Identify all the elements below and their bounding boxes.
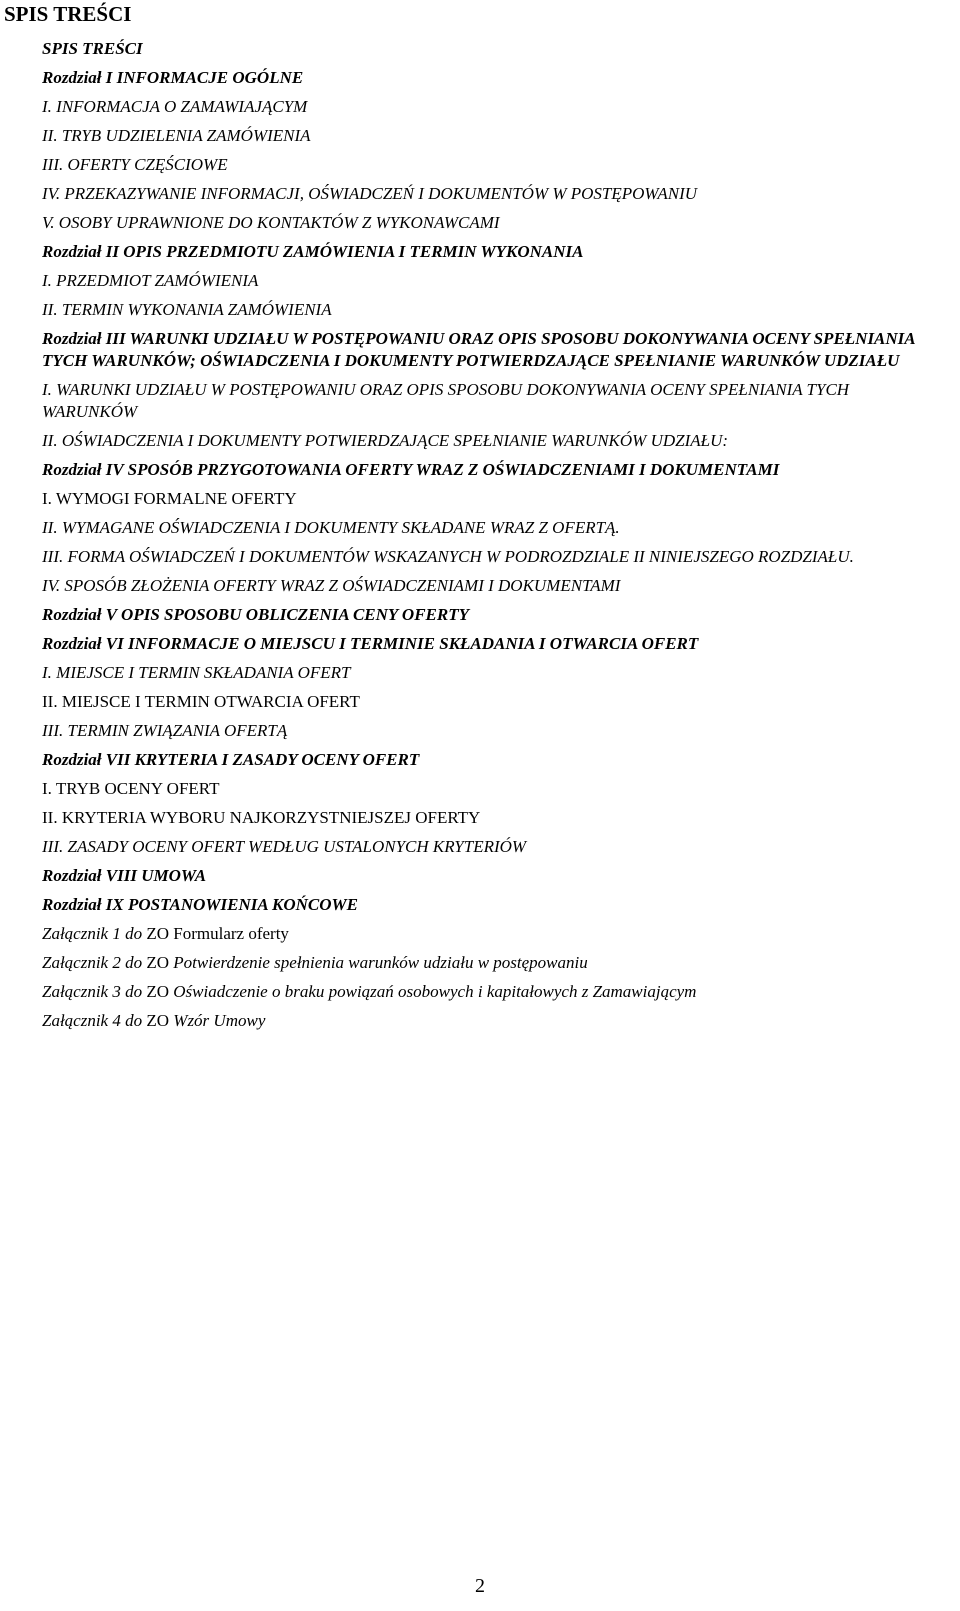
toc-chapter-7[interactable]: Rozdział VII KRYTERIA I ZASADY OCENY OFERT — [42, 750, 420, 769]
annex-title: Wzór Umowy — [169, 1011, 266, 1030]
toc-item[interactable]: I. INFORMACJA O ZAMAWIAJĄCYM — [42, 97, 308, 116]
toc-item[interactable]: I. WYMOGI FORMALNE OFERTY — [42, 489, 297, 508]
toc-item[interactable]: II. MIEJSCE I TERMIN OTWARCIA OFERT — [42, 692, 360, 711]
toc-annex-3[interactable] — [42, 981, 942, 1003]
annex-title: Oświadczenie o braku powiązań osobowych i kapitałowych z Zamawiającym — [169, 982, 697, 1001]
toc-item[interactable]: III. TERMIN ZWIĄZANIA OFERTĄ — [42, 721, 288, 740]
toc-title[interactable]: SPIS TREŚCI — [42, 39, 143, 58]
toc-item[interactable]: II. TRYB UDZIELENIA ZAMÓWIENIA — [42, 126, 311, 145]
toc-chapter-6[interactable]: Rozdział VI INFORMACJE O MIEJSCU I TERMINIE SKŁADANIA I OTWARCIA OFERT — [42, 634, 699, 653]
toc-chapter-1[interactable]: Rozdział I INFORMACJE OGÓLNE — [42, 68, 304, 87]
toc-chapter-2[interactable]: Rozdział II OPIS PRZEDMIOTU ZAMÓWIENIA I TERMIN WYKONANIA — [42, 242, 584, 261]
document-heading: SPIS TREŚCI — [4, 2, 132, 26]
toc-item[interactable]: II. WYMAGANE OŚWIADCZENIA I DOKUMENTY SKŁADANE WRAZ Z OFERTĄ. — [42, 518, 620, 537]
annex-code: ZO — [146, 953, 170, 972]
toc-annex-4[interactable] — [42, 1010, 942, 1032]
toc-item[interactable]: IV. PRZEKAZYWANIE INFORMACJI, OŚWIADCZEŃ I DOKUMENTÓW W POSTĘPOWANIU — [42, 184, 698, 203]
toc-item[interactable]: IV. SPOSÓB ZŁOŻENIA OFERTY WRAZ Z OŚWIADCZENIAMI I DOKUMENTAMI — [42, 576, 621, 595]
page-number: 2 — [475, 1575, 485, 1597]
toc-item[interactable]: V. OSOBY UPRAWNIONE DO KONTAKTÓW Z WYKONAWCAMI — [42, 213, 500, 232]
toc-chapter-4[interactable]: Rozdział IV SPOSÓB PRZYGOTOWANIA OFERTY WRAZ Z OŚWIADCZENIAMI I DOKUMENTAMI — [42, 460, 780, 479]
annex-label: Załącznik 4 do — [42, 1011, 147, 1030]
annex-label: Załącznik 3 do — [42, 982, 147, 1001]
annex-code: ZO — [146, 982, 170, 1001]
annex-label: Załącznik 1 do — [42, 924, 147, 943]
table-of-contents — [42, 38, 942, 1039]
toc-item[interactable]: II. OŚWIADCZENIA I DOKUMENTY POTWIERDZAJĄCE SPEŁNIANIE WARUNKÓW UDZIAŁU: — [42, 431, 729, 450]
toc-item[interactable]: III. OFERTY CZĘŚCIOWE — [42, 155, 228, 174]
toc-chapter-3[interactable]: Rozdział III WARUNKI UDZIAŁU W POSTĘPOWANIU ORAZ OPIS SPOSOBU DOKONYWANIA OCENY SPEŁNIANIA TYCH WARUNKÓW; OŚWIADCZENIA I DOKUMENTY POTWIERDZAJĄCE SPEŁNIANIE WARUNKÓW UDZIAŁU — [42, 329, 915, 370]
toc-annex-1[interactable] — [42, 923, 942, 945]
toc-item[interactable]: II. KRYTERIA WYBORU NAJKORZYSTNIEJSZEJ OFERTY — [42, 808, 481, 827]
toc-item[interactable]: I. WARUNKI UDZIAŁU W POSTĘPOWANIU ORAZ OPIS SPOSOBU DOKONYWANIA OCENY SPEŁNIANIA TYCH WARUNKÓW — [42, 380, 850, 421]
toc-chapter-5[interactable]: Rozdział V OPIS SPOSOBU OBLICZENIA CENY OFERTY — [42, 605, 469, 624]
toc-item[interactable]: I. MIEJSCE I TERMIN SKŁADANIA OFERT — [42, 663, 351, 682]
annex-code: ZO — [146, 1011, 170, 1030]
toc-item[interactable]: III. FORMA OŚWIADCZEŃ I DOKUMENTÓW WSKAZANYCH W PODROZDZIALE II NINIEJSZEGO ROZDZIAŁU. — [42, 547, 854, 566]
toc-item[interactable]: III. ZASADY OCENY OFERT WEDŁUG USTALONYCH KRYTERIÓW — [42, 837, 527, 856]
toc-item[interactable]: I. PRZEDMIOT ZAMÓWIENIA — [42, 271, 259, 290]
toc-chapter-9[interactable]: Rozdział IX POSTANOWIENIA KOŃCOWE — [42, 895, 359, 914]
toc-item[interactable]: I. TRYB OCENY OFERT — [42, 779, 220, 798]
annex-label: Załącznik 2 do — [42, 953, 147, 972]
annex-title: Potwierdzenie spełnienia warunków udziału w postępowaniu — [169, 953, 588, 972]
annex-code: ZO — [146, 924, 170, 943]
toc-annex-2[interactable] — [42, 952, 942, 974]
toc-item[interactable]: II. TERMIN WYKONANIA ZAMÓWIENIA — [42, 300, 332, 319]
annex-title: Formularz oferty — [169, 924, 289, 943]
toc-chapter-8[interactable]: Rozdział VIII UMOWA — [42, 866, 207, 885]
